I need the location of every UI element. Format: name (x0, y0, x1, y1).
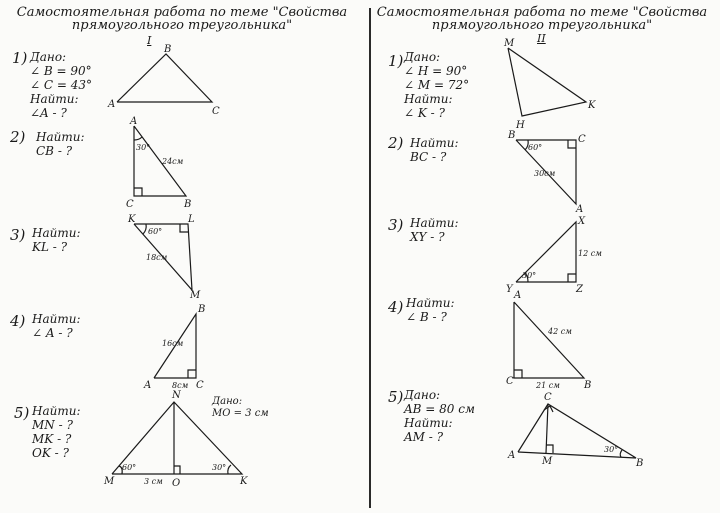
right-variant: II (537, 32, 546, 45)
task-number: 1) (388, 52, 404, 70)
vertex-label: Y (506, 284, 513, 295)
text-line: Найти: (406, 296, 455, 310)
task-text (32, 312, 81, 340)
text-line: CB - ? (36, 144, 73, 158)
angle-arc (134, 137, 142, 140)
text-line: Найти: (410, 216, 459, 230)
vertex-label: M (504, 38, 515, 49)
text-line: ∠A - ? (30, 106, 67, 120)
task-text (32, 226, 81, 254)
triangle-outline (117, 54, 212, 102)
vertex-label: M (104, 476, 115, 487)
text-line: Найти: (404, 416, 453, 430)
triangle-outline (508, 48, 586, 116)
text-line: Найти: (30, 92, 79, 106)
text-line: Дано: (404, 388, 441, 402)
text-line: ∠ B - ? (406, 310, 447, 324)
side-label: 12 см (578, 249, 602, 258)
text-line: Найти: (404, 92, 453, 106)
triangle-outline (518, 404, 636, 458)
vertex-label: H (516, 120, 525, 131)
triangle-outline (514, 302, 584, 378)
text-line: Найти: (32, 312, 81, 326)
vertex-label: A (108, 99, 116, 110)
vertex-label: A (508, 450, 516, 461)
vertex-label: C (578, 134, 586, 145)
angle-label: 60° (528, 143, 543, 152)
vertex-label: B (198, 304, 206, 315)
vertex-label: B (584, 380, 592, 391)
text-line: ∠ M = 72° (404, 78, 470, 92)
side-label: 18см (146, 253, 168, 262)
vertex-label: B (636, 458, 644, 469)
side-label: 24см (162, 157, 184, 166)
triangle-figure (100, 388, 260, 492)
triangle-figure (120, 112, 210, 208)
vertex-label: A (514, 290, 522, 301)
task-number: 3) (388, 216, 404, 234)
vertex-label: B (164, 44, 172, 55)
task-text (406, 296, 455, 324)
left-title (2, 6, 362, 32)
vertex-label: N (172, 390, 181, 401)
vertex-label: B (184, 199, 192, 210)
text-line: Дано: (404, 50, 441, 64)
task-text (404, 388, 475, 444)
given-value: MO = 3 см (212, 408, 269, 419)
side-label: 16см (162, 339, 184, 348)
left-variant: I (147, 34, 152, 47)
right-angle-mark (514, 370, 522, 378)
right-title (372, 6, 712, 32)
vertex-label: A (576, 204, 584, 215)
vertex-label: Z (576, 284, 583, 295)
text-line: ∠ H = 90° (404, 64, 468, 78)
vertex-label: C (212, 106, 220, 117)
right-angle-mark (546, 445, 553, 453)
vertex-label: C (544, 392, 552, 403)
right-angle-mark (180, 224, 188, 232)
altitude-line (546, 404, 548, 453)
task-text (36, 130, 85, 158)
task-number: 4) (388, 298, 404, 316)
triangle-figure (122, 212, 212, 300)
triangle-figure (498, 36, 608, 132)
task-text (410, 136, 459, 164)
angle-arc (143, 224, 146, 234)
text-line: ∠ K - ? (404, 106, 445, 120)
vertex-label: A (144, 380, 152, 391)
right-angle-mark (568, 140, 576, 148)
text-line: AB = 80 см (404, 402, 475, 416)
right-angle-mark (134, 188, 142, 196)
column-divider (369, 8, 371, 508)
angle-arc (620, 450, 622, 457)
right-title-line2: прямоугольного треугольника" (431, 18, 653, 33)
angle-arc (228, 465, 231, 474)
side-label: 42 см (548, 327, 572, 336)
angle-label: 60° (148, 227, 163, 236)
text-line: Дано: (30, 50, 67, 64)
task-number: 4) (10, 312, 26, 330)
triangle-figure (502, 212, 612, 298)
right-angle-mark (174, 466, 180, 474)
angle-label: 30° (604, 445, 619, 454)
side-label: 30см (534, 169, 556, 178)
triangle-figure (140, 300, 220, 392)
right-angle-mark (568, 274, 576, 282)
vertex-label: O (172, 478, 181, 489)
left-title-line2: прямоугольного треугольника" (71, 18, 293, 33)
angle-label: 30° (136, 143, 151, 152)
text-line: OK - ? (32, 446, 69, 460)
text-line: ∠ B = 90° (30, 64, 92, 78)
task-number: 5) (14, 404, 30, 422)
triangle-figure (506, 390, 652, 474)
triangle-figure (502, 128, 592, 214)
text-line: Найти: (32, 404, 81, 418)
vertex-label: K (588, 100, 596, 111)
task-text (404, 50, 469, 120)
text-line: Найти: (36, 130, 85, 144)
vertex-label: K (240, 476, 248, 487)
task-number: 3) (10, 226, 26, 244)
angle-label: 30° (522, 271, 537, 280)
vertex-label: X (578, 216, 586, 227)
left-title-line1: Самостоятельная работа по теме "Свойства (16, 5, 348, 20)
task-number: 2) (10, 128, 26, 146)
right-title-line1: Самостоятельная работа по теме "Свойства (376, 5, 708, 20)
vertex-label: C (196, 380, 204, 391)
text-line: Найти: (32, 226, 81, 240)
given-title: Дано: (212, 396, 243, 407)
text-line: KL - ? (32, 240, 68, 254)
vertex-label: B (508, 130, 516, 141)
angle-label: 60° (122, 463, 137, 472)
task-text (32, 404, 81, 460)
vertex-label: A (130, 116, 138, 127)
task-number: 5) (388, 388, 404, 406)
triangle-figure (502, 288, 602, 392)
text-line: XY - ? (410, 230, 445, 244)
vertex-label: K (128, 214, 136, 225)
text-line: MN - ? (32, 418, 73, 432)
angle-label: 30° (212, 463, 227, 472)
text-line: ∠ A - ? (32, 326, 73, 340)
text-line: AM - ? (404, 430, 444, 444)
triangle-figure (100, 40, 230, 120)
side-label: 8см (172, 381, 189, 390)
vertex-label: C (506, 376, 514, 387)
right-angle-mark (188, 370, 196, 378)
task-text (410, 216, 459, 244)
task-number: 1) (12, 49, 28, 67)
text-line: Найти: (410, 136, 459, 150)
text-line: MK - ? (32, 432, 72, 446)
task-number: 2) (388, 134, 404, 152)
text-line: BC - ? (410, 150, 447, 164)
side-label: 21 см (536, 381, 560, 390)
text-line: ∠ C = 43° (30, 78, 93, 92)
vertex-label: M (542, 456, 553, 467)
side-label: 3 см (144, 477, 163, 486)
vertex-label: M (190, 290, 201, 301)
vertex-label: L (188, 214, 195, 225)
vertex-label: C (126, 199, 134, 210)
task-text (30, 50, 92, 120)
